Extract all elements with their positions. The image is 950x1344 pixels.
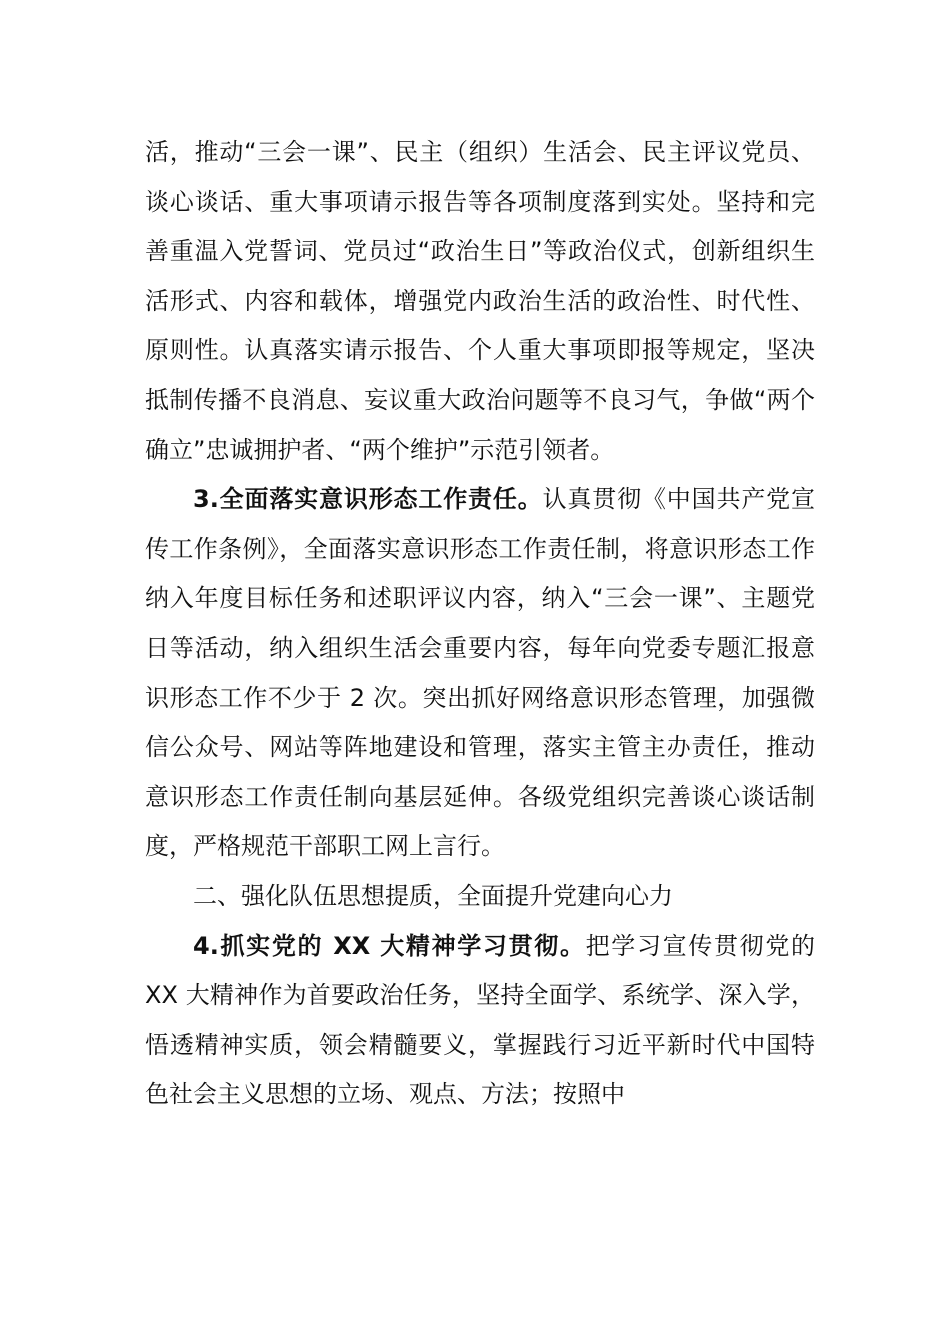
paragraph-bold-lead: 4.抓实党的 XX 大精神学习贯彻。 <box>193 931 586 960</box>
paragraph-continuation <box>145 128 815 475</box>
paragraph-text: 把学习宣传贯彻党的 XX 大精神作为首要政治任务，坚持全面学、系统学、深入学，悟透精神实质，领会精髓要义，掌握践行习近平新时代中国特色社会主义思想的立场、观点、方法；按照中 <box>145 931 815 1109</box>
paragraph-ideology-responsibility <box>145 475 815 872</box>
section-heading: 二、强化队伍思想提质，全面提升党建向心力 <box>193 881 673 910</box>
document-body <box>145 128 815 1120</box>
paragraph-text: 认真贯彻《中国共产党宣传工作条例》，全面落实意识形态工作责任制，将意识形态工作纳入年度目标任务和述职评议内容，纳入“三会一课”、主题党日等活动，纳入组织生活会重要内容，每年向党委专题汇报意识形态工作不少于 2 次。突出抓好网络意识形态管理，加强微信公众号、网站等阵地建设和管理，落实主管主办责任，推动意识形态工作责任制向基层延伸。各级党组织完善谈心谈话制度，严格规范干部职工网上言行。 <box>145 485 815 861</box>
paragraph-text: 活，推动“三会一课”、民主（组织）生活会、民主评议党员、谈心谈话、重大事项请示报告等各项制度落到实处。坚持和完善重温入党誓词、党员过“政治生日”等政治仪式，创新组织生活形式、内容和载体，增强党内政治生活的政治性、时代性、原则性。认真落实请示报告、个人重大事项即报等规定，坚决抵制传播不良消息、妄议重大政治问题等不良习气，争做“两个确立”忠诚拥护者、“两个维护”示范引领者。 <box>145 138 815 464</box>
paragraph-bold-lead: 3.全面落实意识形态工作责任。 <box>193 485 543 514</box>
paragraph-study-spirit <box>145 922 815 1120</box>
